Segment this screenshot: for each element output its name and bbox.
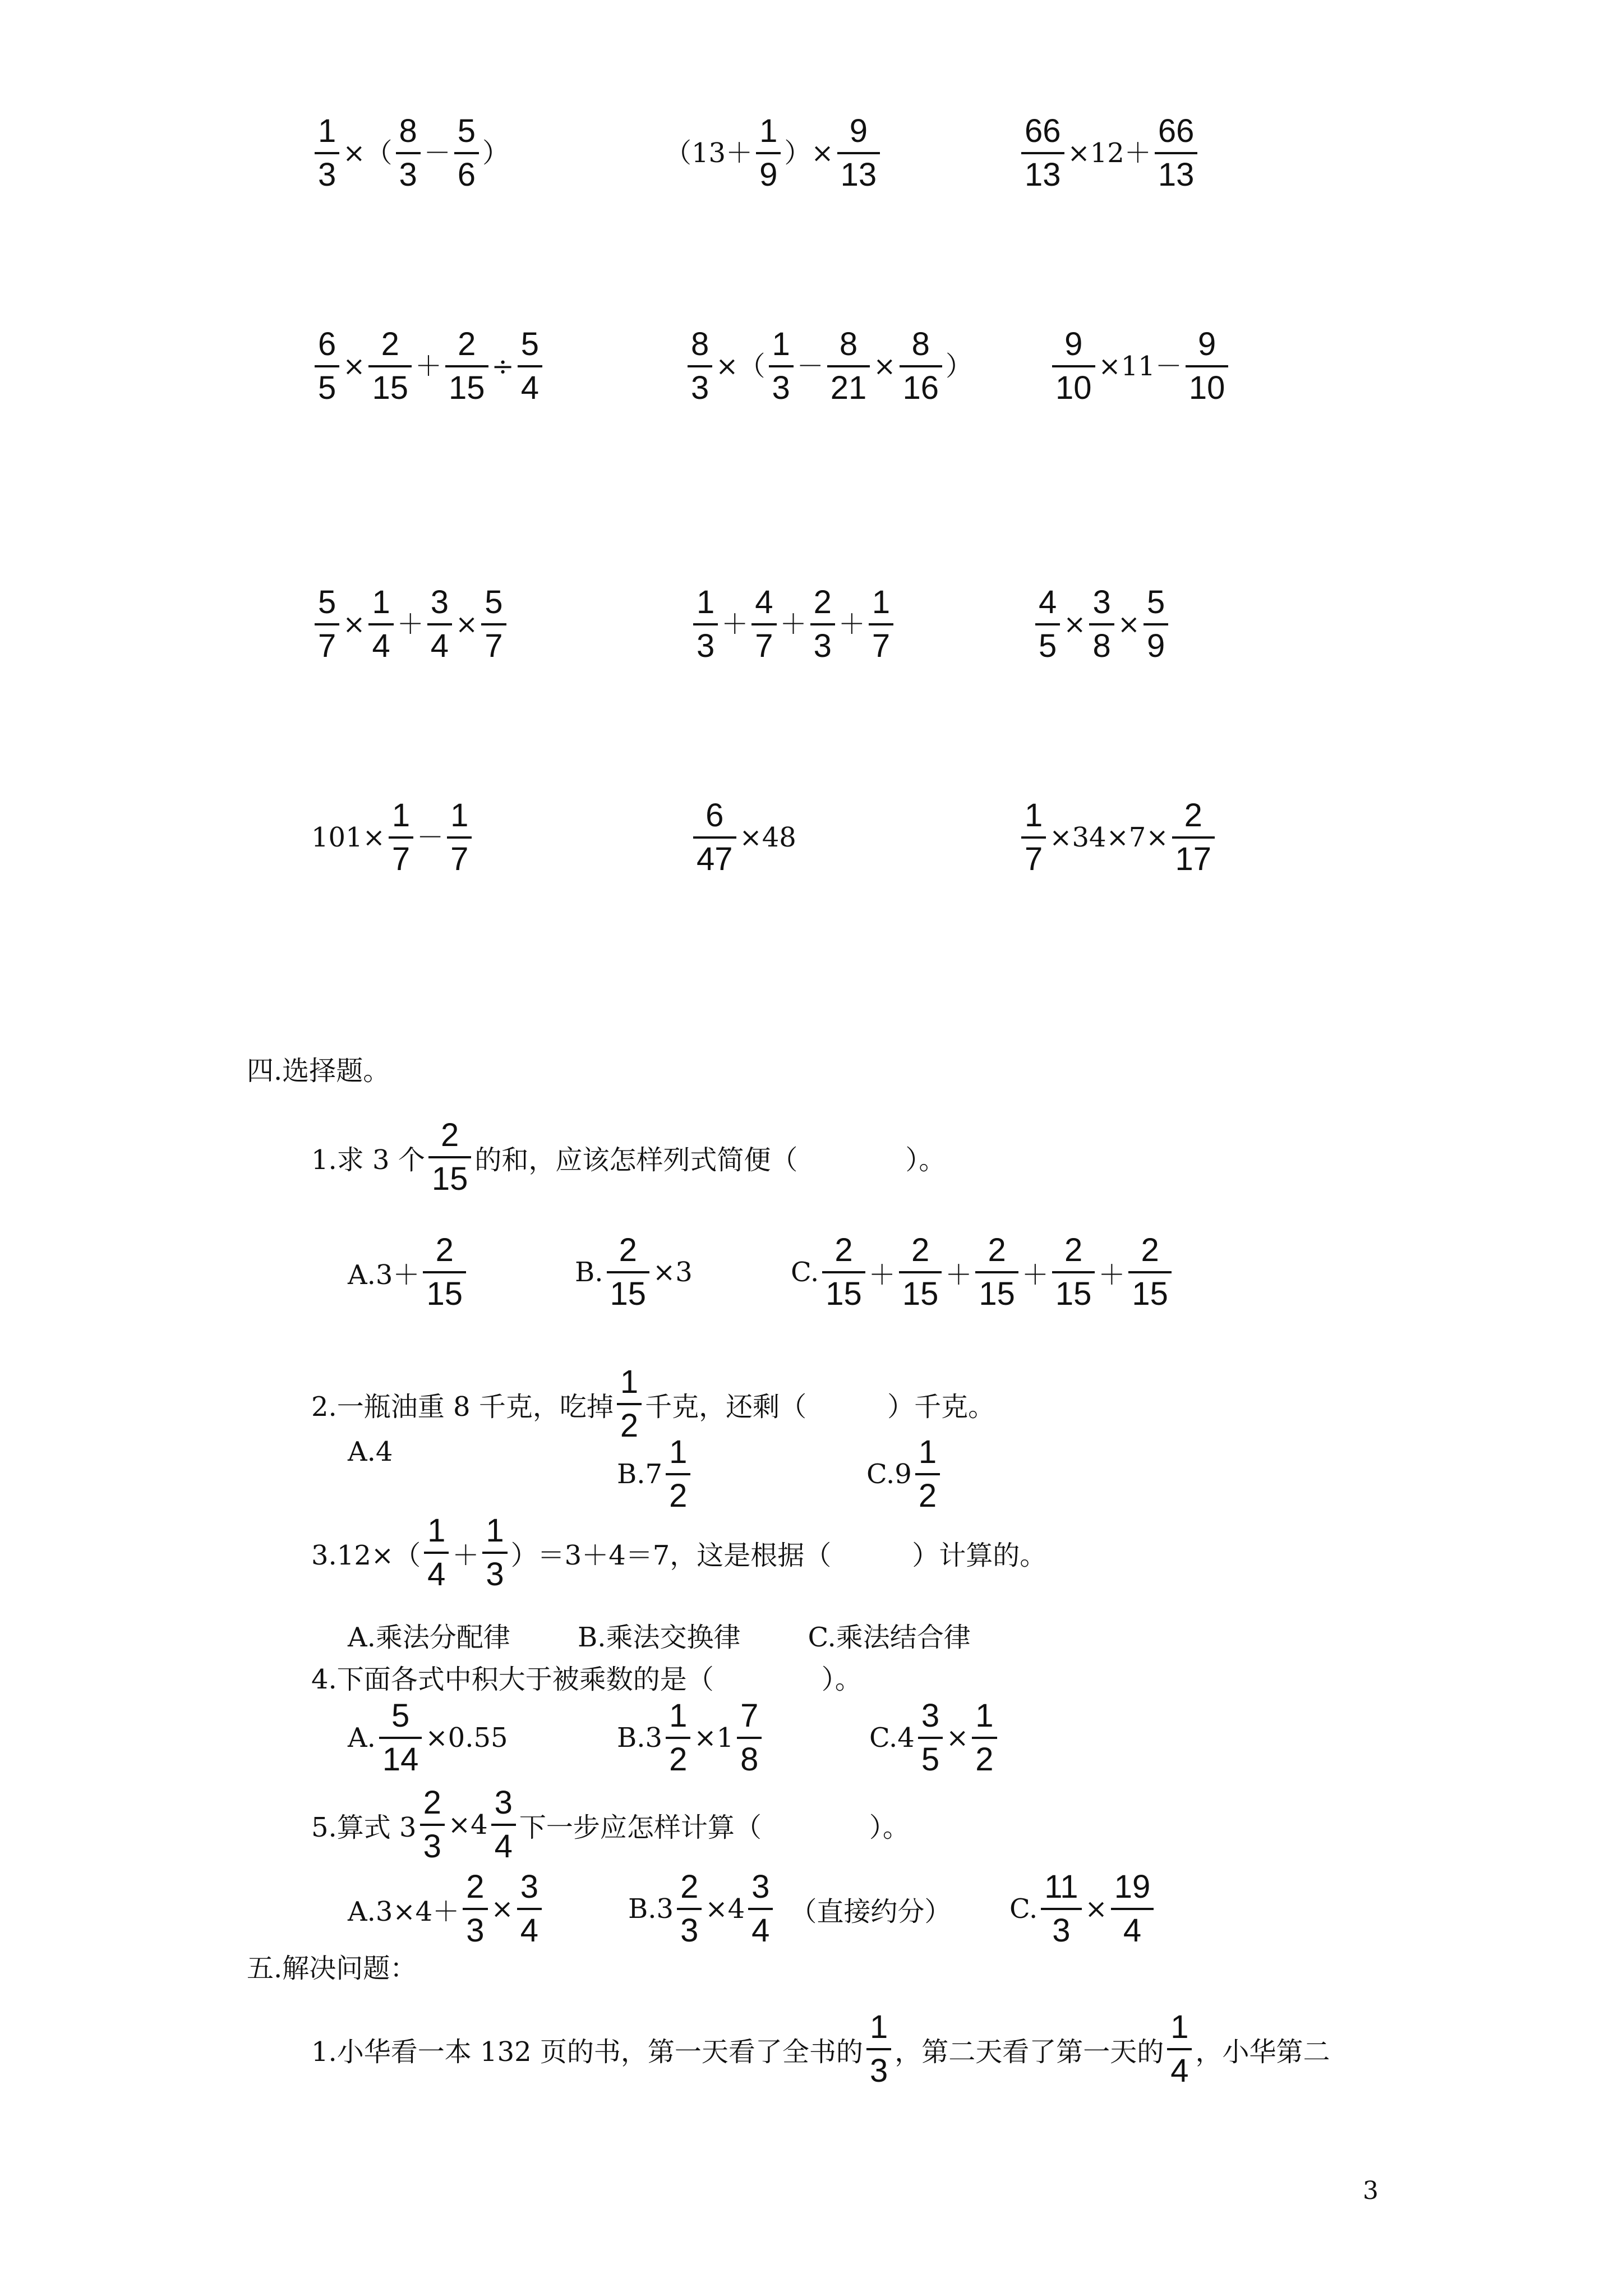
expression-text: ） <box>482 137 510 169</box>
numerator: 2 <box>1141 1232 1159 1268</box>
question-3-option-b: B.乘法交换律 <box>577 1622 741 1653</box>
expression-4-2 <box>690 799 796 876</box>
denominator: 15 <box>426 1276 463 1312</box>
expression-fraction <box>869 586 893 662</box>
question-1-option-c-text: C. <box>791 1257 819 1288</box>
expression-2-2 <box>684 328 972 404</box>
numerator: 1 <box>759 113 778 149</box>
question-4-option-b <box>617 1697 765 1778</box>
expression-fraction <box>769 328 794 404</box>
numerator: 9 <box>1064 326 1083 362</box>
numerator: 2 <box>834 1232 853 1268</box>
question-4: 4.下面各式中积大于被乘数的是（ ）。 <box>311 1664 862 1695</box>
expression-4-3 <box>1018 799 1218 876</box>
question-5-text-text: ×4 <box>448 1809 488 1841</box>
denominator: 3 <box>772 370 790 406</box>
denominator: 3 <box>697 628 715 664</box>
expression-text: － <box>796 351 824 382</box>
numerator: 3 <box>430 584 449 620</box>
expression-text: 101× <box>311 822 385 853</box>
question-1-fraction: $\frac{2}{15}$ <box>428 1119 472 1195</box>
question-1-option-c <box>791 1234 1175 1310</box>
question-2-option-b <box>617 1436 694 1512</box>
expression-text: － <box>417 822 444 853</box>
denominator: 14 <box>382 1741 419 1778</box>
question-4-option-c <box>869 1697 1000 1778</box>
question-1-option-c-fraction <box>975 1234 1018 1310</box>
question-5-option-c-fraction <box>1041 1871 1081 1947</box>
question-2-option-a-text: A.4 <box>348 1436 393 1467</box>
question-5-text-text: 下一步应怎样计算（ ）。 <box>519 1811 910 1843</box>
question-5-option-c-text: C. <box>1009 1893 1038 1925</box>
denominator: 4 <box>520 370 540 406</box>
question-2-prefix: 2.一瓶油重 8 千克，吃掉 <box>311 1391 614 1423</box>
denominator: 3 <box>423 1828 441 1865</box>
numerator: 5 <box>457 113 476 149</box>
numerator: 4 <box>1039 584 1057 620</box>
denominator: 3 <box>466 1912 485 1949</box>
numerator: 3 <box>494 1784 513 1821</box>
denominator: 3 <box>486 1556 504 1593</box>
numerator: 1 <box>697 584 715 620</box>
numerator: 1 <box>872 584 891 620</box>
numerator: 1 <box>372 584 390 620</box>
denominator: 21 <box>830 370 867 406</box>
expression-2-1 <box>311 328 546 404</box>
numerator: 6 <box>706 797 724 834</box>
problem-1-text-fraction <box>866 2011 891 2087</box>
denominator: 4 <box>494 1828 513 1865</box>
denominator: 5 <box>1039 628 1057 664</box>
expression-text: ×12＋ <box>1067 137 1151 169</box>
expression-fraction <box>1186 328 1229 404</box>
numerator: 9 <box>1197 326 1216 362</box>
expression-fraction <box>1172 799 1215 876</box>
problem-1-text-fraction <box>1167 2011 1192 2087</box>
problem-1-text <box>311 2011 1330 2087</box>
denominator: 15 <box>1055 1276 1092 1312</box>
question-1-option-a <box>348 1234 469 1310</box>
question-5-option-a-text: × <box>491 1893 514 1925</box>
numerator: 5 <box>1146 584 1165 620</box>
question-5-option-a <box>348 1871 545 1947</box>
question-2-option-b-text: B.7 <box>617 1458 663 1490</box>
numerator: 1 <box>391 797 411 834</box>
numerator: 5 <box>520 326 540 362</box>
denominator: 13 <box>1025 157 1061 193</box>
question-1-option-c-fraction <box>1052 1234 1095 1310</box>
denominator: 16 <box>902 370 939 406</box>
question-5-option-b-text: （直接约分） <box>776 1895 952 1927</box>
expression-fraction <box>315 115 339 191</box>
expression-fraction <box>315 328 339 404</box>
denominator: 3 <box>691 370 709 406</box>
numerator: 2 <box>619 1232 637 1268</box>
numerator: 2 <box>381 326 399 362</box>
question-1-option-c-fraction <box>1128 1234 1172 1310</box>
expression-fraction <box>837 115 880 191</box>
denominator: 10 <box>1188 370 1225 406</box>
denominator: 15 <box>979 1276 1015 1312</box>
expression-text: ×（ <box>343 137 393 169</box>
expression-text: × <box>343 351 366 382</box>
numerator: 1 <box>669 1697 688 1734</box>
expression-fraction <box>389 799 413 876</box>
problem-1-text-text: ，第二天看了第一天的 <box>895 2036 1164 2068</box>
numerator: 1 <box>1170 2009 1189 2045</box>
question-1-option-c-text: ＋ <box>1021 1259 1049 1291</box>
expression-fraction <box>427 586 452 662</box>
numerator: 1 <box>975 1697 994 1734</box>
denominator: 4 <box>520 1912 538 1949</box>
question-5-option-b-fraction <box>677 1871 702 1947</box>
numerator: 19 <box>1114 1869 1151 1905</box>
question-2-option-c-text: C.9 <box>866 1458 912 1490</box>
expression-fraction <box>1035 586 1060 662</box>
question-4-option-a <box>348 1697 508 1778</box>
question-3-text-text: ）＝3＋4＝7，这是根据（ ）计算的。 <box>510 1539 1047 1571</box>
question-1-option-c-fraction <box>822 1234 865 1310</box>
question-1-option-c-text: ＋ <box>945 1259 972 1291</box>
question-4-option-a-fraction <box>379 1697 422 1778</box>
expression-fraction <box>1144 586 1168 662</box>
denominator: 3 <box>399 157 417 193</box>
numerator: 1 <box>918 1434 937 1470</box>
question-5-text-text: 5.算式 3 <box>311 1811 417 1843</box>
expression-fraction <box>454 115 479 191</box>
denominator: 2 <box>669 1741 688 1778</box>
numerator: 8 <box>911 326 930 362</box>
denominator: 3 <box>869 2053 888 2089</box>
denominator: 4 <box>372 628 390 664</box>
expression-fraction <box>1052 328 1095 404</box>
expression-text: × <box>1117 609 1140 640</box>
denominator: 3 <box>680 1912 699 1949</box>
denominator: 3 <box>318 157 336 193</box>
expression-text: × <box>873 351 896 382</box>
numerator: 3 <box>921 1697 940 1734</box>
question-3-options <box>348 1616 971 1654</box>
question-4-option-c-text: C.4 <box>869 1722 915 1754</box>
expression-text: × <box>343 609 366 640</box>
numerator: 1 <box>1025 797 1043 834</box>
question-2-suffix: 千克，还剩（ ）千克。 <box>645 1391 995 1423</box>
denominator: 15 <box>372 370 408 406</box>
expression-fraction <box>693 799 736 876</box>
numerator: 7 <box>740 1697 759 1734</box>
expression-text: ） <box>946 351 973 382</box>
question-2-option-c-fraction <box>915 1436 940 1512</box>
numerator: 1 <box>486 1512 504 1549</box>
expression-fraction <box>756 115 781 191</box>
denominator: 7 <box>391 841 411 877</box>
denominator: 15 <box>1132 1276 1168 1312</box>
expression-text: × <box>455 609 478 640</box>
question-3-text-fraction <box>482 1512 507 1593</box>
numerator: 1 <box>450 797 469 834</box>
question-1-option-c-text: ＋ <box>868 1259 896 1291</box>
expression-text: × <box>1063 609 1086 640</box>
question-5-option-c-fraction <box>1111 1871 1154 1947</box>
question-4-option-a-text: ×0.55 <box>425 1722 508 1754</box>
question-3-option-a: A.乘法分配律 <box>348 1622 510 1653</box>
expression-1-3 <box>1018 115 1201 191</box>
denominator: 9 <box>1146 628 1165 664</box>
denominator: 7 <box>485 628 503 664</box>
denominator: 4 <box>427 1556 446 1593</box>
numerator: 5 <box>318 584 336 620</box>
expression-fraction <box>315 586 339 662</box>
question-1-option-b-fraction <box>607 1234 650 1310</box>
numerator: 5 <box>391 1697 410 1734</box>
expression-fraction <box>481 586 506 662</box>
denominator: 7 <box>872 628 891 664</box>
question-5-option-a-text: A.3×4＋ <box>348 1895 460 1927</box>
numerator: 2 <box>680 1869 699 1905</box>
numerator: 1 <box>772 326 790 362</box>
expression-text: ＋ <box>838 609 865 640</box>
question-3-text-text: 3.12×（ <box>311 1539 421 1571</box>
question-1-option-b-text: ×3 <box>653 1257 693 1288</box>
expression-text: ＋ <box>415 351 442 382</box>
expression-text: ＋ <box>721 609 749 640</box>
denominator: 5 <box>921 1741 940 1778</box>
problem-1-text-text: 1.小华看一本 132 页的书，第一天看了全书的 <box>311 2036 863 2068</box>
question-3-text <box>311 1512 1047 1593</box>
expression-fraction <box>1021 799 1046 876</box>
denominator: 10 <box>1055 370 1092 406</box>
numerator: 66 <box>1025 113 1061 149</box>
denominator: 4 <box>1170 2053 1189 2089</box>
expression-3-3 <box>1032 586 1172 662</box>
question-5-text <box>311 1784 910 1865</box>
numerator: 3 <box>1092 584 1111 620</box>
expression-text: － <box>423 137 451 169</box>
expression-fraction <box>447 799 472 876</box>
expression-fraction <box>445 328 488 404</box>
denominator: 4 <box>430 628 449 664</box>
denominator: 3 <box>813 628 832 664</box>
expression-fraction <box>1155 115 1198 191</box>
expression-fraction <box>368 586 393 662</box>
denominator: 15 <box>902 1276 939 1312</box>
numerator: 4 <box>755 584 773 620</box>
numerator: 5 <box>485 584 503 620</box>
question-2-fraction: $\frac{1}{2}$ <box>617 1366 642 1442</box>
denominator: 8 <box>740 1741 759 1778</box>
numerator: 66 <box>1158 113 1195 149</box>
numerator: 8 <box>691 326 709 362</box>
expression-text: ）× <box>784 137 834 169</box>
question-5-option-c <box>1009 1871 1157 1947</box>
numerator: 1 <box>669 1434 688 1470</box>
question-5-option-a-fraction <box>463 1871 487 1947</box>
expression-text: ÷ <box>491 351 514 382</box>
numerator: 1 <box>869 2009 888 2045</box>
denominator: 2 <box>918 1478 937 1514</box>
expression-2-3 <box>1049 328 1232 404</box>
question-4-option-b-text: B.3 <box>617 1722 663 1754</box>
denominator: 15 <box>826 1276 862 1312</box>
numerator: 2 <box>435 1232 454 1268</box>
expression-fraction <box>518 328 542 404</box>
question-4-option-b-fraction <box>737 1697 762 1778</box>
question-3-option-c: C.乘法结合律 <box>808 1622 971 1653</box>
numerator: 8 <box>839 326 858 362</box>
denominator: 15 <box>610 1276 647 1312</box>
expression-text: （13＋ <box>665 137 753 169</box>
denominator: 15 <box>449 370 485 406</box>
numerator: 1 <box>318 113 336 149</box>
denominator: 2 <box>669 1478 688 1514</box>
numerator: 2 <box>1184 797 1202 834</box>
expression-4-1 <box>311 799 475 876</box>
denominator: 2 <box>975 1741 994 1778</box>
section-4-title: 四.选择题。 <box>247 1055 390 1087</box>
expression-fraction <box>396 115 421 191</box>
question-5-option-c-text: × <box>1085 1893 1108 1925</box>
question-1-option-c-text: ＋ <box>1098 1259 1126 1291</box>
question-4-option-a-text: A. <box>348 1722 376 1754</box>
expression-fraction <box>688 328 712 404</box>
numerator: 1 <box>427 1512 446 1549</box>
question-1-option-b <box>575 1234 693 1310</box>
expression-3-1 <box>311 586 510 662</box>
denominator: 13 <box>1158 157 1195 193</box>
expression-fraction <box>1021 115 1064 191</box>
denominator: 6 <box>457 157 476 193</box>
expression-text: ×34×7× <box>1049 822 1169 853</box>
expression-text: ×11－ <box>1098 351 1182 382</box>
numerator: 3 <box>751 1869 770 1905</box>
problem-1-text-text: ，小华第二 <box>1195 2036 1330 2068</box>
question-4-option-b-fraction <box>666 1697 690 1778</box>
question-2-option-a <box>348 1436 393 1467</box>
denominator: 7 <box>755 628 773 664</box>
denominator: 7 <box>318 628 336 664</box>
expression-fraction <box>900 328 943 404</box>
numerator: 11 <box>1044 1869 1078 1905</box>
denominator: 47 <box>697 841 733 877</box>
question-4-option-c-fraction <box>972 1697 997 1778</box>
question-1 <box>311 1119 946 1195</box>
expression-3-2 <box>690 586 897 662</box>
question-1-option-b-text: B. <box>575 1257 603 1288</box>
expression-text: ＋ <box>780 609 807 640</box>
question-1-option-c-fraction <box>899 1234 942 1310</box>
denominator: 7 <box>1025 841 1043 877</box>
numerator: 2 <box>911 1232 930 1268</box>
numerator: 2 <box>423 1784 441 1821</box>
question-4-option-c-fraction <box>918 1697 943 1778</box>
question-5-option-b <box>628 1871 951 1947</box>
numerator: 8 <box>399 113 417 149</box>
numerator: 2 <box>813 584 832 620</box>
numerator: 2 <box>458 326 476 362</box>
question-1-suffix: 的和，应该怎样列式简便（ ）。 <box>474 1144 946 1176</box>
numerator: 2 <box>466 1869 485 1905</box>
expression-text: ×48 <box>739 822 796 853</box>
expression-fraction <box>368 328 412 404</box>
question-5-text-fraction <box>420 1784 445 1865</box>
denominator: 7 <box>450 841 469 877</box>
expression-fraction <box>1089 586 1114 662</box>
denominator: 8 <box>1092 628 1111 664</box>
question-3-text-fraction <box>424 1512 449 1593</box>
question-5-text-fraction <box>491 1784 516 1865</box>
question-1-option-a-fraction <box>423 1234 466 1310</box>
expression-text: ＋ <box>396 609 424 640</box>
expression-fraction <box>827 328 870 404</box>
question-4-option-b-text: ×1 <box>694 1722 734 1754</box>
denominator: 5 <box>318 370 336 406</box>
question-5-option-b-text: B.3 <box>628 1893 674 1925</box>
expression-1-1 <box>311 115 509 191</box>
question-2 <box>311 1366 995 1442</box>
section-5-title: 五.解决问题： <box>247 1953 417 1984</box>
denominator: 3 <box>1052 1912 1071 1949</box>
numerator: 3 <box>520 1869 538 1905</box>
question-4-option-c-text: × <box>946 1722 969 1754</box>
expression-fraction <box>693 586 718 662</box>
denominator: 4 <box>1123 1912 1142 1949</box>
question-3-text-text: ＋ <box>452 1539 479 1571</box>
question-5-option-b-fraction <box>748 1871 773 1947</box>
numerator: 6 <box>318 326 336 362</box>
expression-fraction <box>810 586 835 662</box>
question-5-option-a-fraction <box>517 1871 542 1947</box>
question-1-prefix: 1.求 3 个 <box>311 1144 425 1176</box>
numerator: 2 <box>988 1232 1006 1268</box>
question-1-option-a-text: A.3＋ <box>348 1259 420 1291</box>
question-2-option-c <box>866 1436 943 1512</box>
page-number: 3 <box>1363 2177 1378 2205</box>
question-2-option-b-fraction <box>666 1436 690 1512</box>
question-5-option-b-text: ×4 <box>705 1893 745 1925</box>
expression-1-2 <box>665 115 883 191</box>
numerator: 9 <box>849 113 868 149</box>
denominator: 9 <box>759 157 778 193</box>
expression-text: ×（ <box>716 351 766 382</box>
denominator: 17 <box>1175 841 1212 877</box>
expression-fraction <box>751 586 776 662</box>
numerator: 2 <box>1064 1232 1083 1268</box>
denominator: 4 <box>751 1912 770 1949</box>
denominator: 13 <box>840 157 877 193</box>
